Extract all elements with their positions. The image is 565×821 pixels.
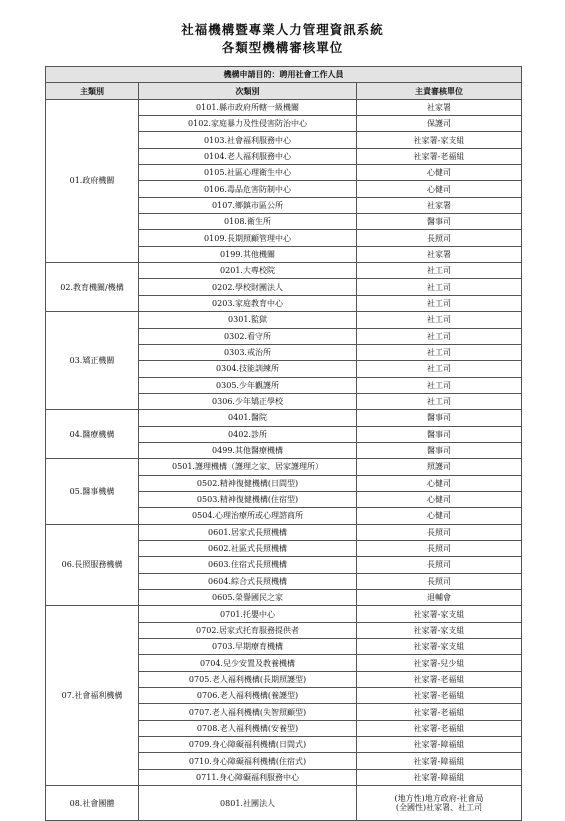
table-row bbox=[46, 786, 522, 821]
sub-category-cell: 0302.看守所 bbox=[139, 328, 357, 344]
review-unit-cell: 社家署-家支組 bbox=[357, 132, 522, 148]
review-unit-cell: 社家署-老福組 bbox=[357, 688, 522, 704]
main-category-cell: 04.醫療機構 bbox=[46, 410, 139, 459]
review-unit-cell: 長照司 bbox=[357, 540, 522, 556]
table-row bbox=[46, 524, 522, 540]
sub-category-cell: 0201.大專校院 bbox=[139, 263, 357, 279]
sub-category-cell: 0103.社會福利服務中心 bbox=[139, 132, 357, 148]
review-unit-cell: 心健司 bbox=[357, 508, 522, 524]
sub-category-cell: 0602.社區式長照機構 bbox=[139, 540, 357, 556]
review-unit-cell: 社家署-家支組 bbox=[357, 622, 522, 638]
review-unit-cell: 社工司 bbox=[357, 263, 522, 279]
review-unit-cell: 社家署-老福組 bbox=[357, 704, 522, 720]
document-title: 社福機構暨專業人力管理資訊系統 bbox=[181, 22, 384, 37]
header-sub-category: 次類別 bbox=[139, 83, 357, 99]
sub-category-cell: 0504.心理治療所或心理諮商所 bbox=[139, 508, 357, 524]
sub-category-cell: 0711.身心障礙福利服務中心 bbox=[139, 769, 357, 785]
sub-category-cell: 0704.兒少安置及教養機構 bbox=[139, 655, 357, 671]
header-row bbox=[46, 83, 522, 99]
review-unit-cell: 社家署-兒少組 bbox=[357, 655, 522, 671]
review-unit-cell: 社工司 bbox=[357, 361, 522, 377]
review-unit-cell: 社工司 bbox=[357, 312, 522, 328]
review-unit-cell: 社家署 bbox=[357, 99, 522, 115]
sub-category-cell: 0203.家庭教育中心 bbox=[139, 295, 357, 311]
main-category-cell: 08.社會團體 bbox=[46, 786, 139, 821]
review-unit-cell: 心健司 bbox=[357, 165, 522, 181]
header-main-category: 主類別 bbox=[46, 83, 139, 99]
sub-category-cell: 0107.鄉鎮市區公所 bbox=[139, 197, 357, 213]
review-unit-cell: 心健司 bbox=[357, 181, 522, 197]
review-unit-cell: 長照司 bbox=[357, 573, 522, 589]
review-unit-cell: 社家署 bbox=[357, 197, 522, 213]
sub-category-cell: 0401.醫院 bbox=[139, 410, 357, 426]
review-unit-cell: 社工司 bbox=[357, 328, 522, 344]
purpose-row bbox=[46, 67, 522, 83]
sub-category-cell: 0601.居家式長照機構 bbox=[139, 524, 357, 540]
sub-category-cell: 0104.老人福利服務中心 bbox=[139, 148, 357, 164]
sub-category-cell: 0801.社團法人 bbox=[139, 786, 357, 821]
review-unit-cell: 退輔會 bbox=[357, 590, 522, 606]
sub-category-cell: 0708.老人福利機構(安養型) bbox=[139, 720, 357, 736]
sub-category-cell: 0707.老人福利機構(失智照顧型) bbox=[139, 704, 357, 720]
sub-category-cell: 0402.診所 bbox=[139, 426, 357, 442]
review-unit-cell: 社家署 bbox=[357, 246, 522, 262]
sub-category-cell: 0202.學校財團法人 bbox=[139, 279, 357, 295]
sub-category-cell: 0305.少年觀護所 bbox=[139, 377, 357, 393]
sub-category-cell: 0105.社區心理衛生中心 bbox=[139, 165, 357, 181]
review-unit-cell: 長照司 bbox=[357, 557, 522, 573]
sub-category-cell: 0199.其他機關 bbox=[139, 246, 357, 262]
review-unit-cell: 社家署-家支組 bbox=[357, 639, 522, 655]
header-review-unit: 主責審核單位 bbox=[357, 83, 522, 99]
sub-category-cell: 0605.榮譽國民之家 bbox=[139, 590, 357, 606]
table-row bbox=[46, 312, 522, 328]
table-row bbox=[46, 99, 522, 115]
review-unit-table bbox=[45, 66, 522, 821]
main-category-cell: 05.醫事機構 bbox=[46, 459, 139, 524]
document-subtitle: 各類型機構審核單位 bbox=[221, 40, 344, 55]
sub-category-cell: 0604.綜合式長照機構 bbox=[139, 573, 357, 589]
sub-category-cell: 0106.毒品危害防制中心 bbox=[139, 181, 357, 197]
table-row bbox=[46, 606, 522, 622]
sub-category-cell: 0710.身心障礙福利機構(住宿式) bbox=[139, 753, 357, 769]
sub-category-cell: 0705.老人福利機構(長期照護型) bbox=[139, 671, 357, 687]
sub-category-cell: 0709.身心障礙福利機構(日間式) bbox=[139, 737, 357, 753]
review-unit-cell: 社家署-家支組 bbox=[357, 606, 522, 622]
review-unit-cell: 社工司 bbox=[357, 344, 522, 360]
sub-category-cell: 0102.家庭暴力及性侵害防治中心 bbox=[139, 116, 357, 132]
review-unit-cell: 醫事司 bbox=[357, 426, 522, 442]
review-unit-cell: 社家署-老福組 bbox=[357, 720, 522, 736]
sub-category-cell: 0502.精神復健機構(日間型) bbox=[139, 475, 357, 491]
sub-category-cell: 0706.老人福利機構(養護型) bbox=[139, 688, 357, 704]
table-row bbox=[46, 459, 522, 475]
review-unit-cell: 社工司 bbox=[357, 295, 522, 311]
sub-category-cell: 0303.戒治所 bbox=[139, 344, 357, 360]
review-unit-cell: 長照司 bbox=[357, 524, 522, 540]
review-unit-cell: 社工司 bbox=[357, 377, 522, 393]
main-category-cell: 03.矯正機關 bbox=[46, 312, 139, 410]
purpose-cell: 機構申請目的：聘用社會工作人員 bbox=[46, 67, 522, 83]
sub-category-cell: 0101.縣市政府所轄一級機關 bbox=[139, 99, 357, 115]
table-row bbox=[46, 410, 522, 426]
main-category-cell: 01.政府機關 bbox=[46, 99, 139, 262]
main-category-cell: 02.教育機關/機構 bbox=[46, 263, 139, 312]
sub-category-cell: 0501.護理機構（護理之家、居家護理所） bbox=[139, 459, 357, 475]
review-unit-cell: 社家署-障福組 bbox=[357, 769, 522, 785]
sub-category-cell: 0701.托嬰中心 bbox=[139, 606, 357, 622]
review-unit-cell: 社工司 bbox=[357, 279, 522, 295]
table-row bbox=[46, 263, 522, 279]
review-unit-cell: 社家署-老福組 bbox=[357, 148, 522, 164]
review-unit-cell: 長照司 bbox=[357, 230, 522, 246]
sub-category-cell: 0301.監獄 bbox=[139, 312, 357, 328]
sub-category-cell: 0499.其他醫療機構 bbox=[139, 442, 357, 458]
review-unit-cell: 心健司 bbox=[357, 491, 522, 507]
review-unit-cell: 社家署-老福組 bbox=[357, 671, 522, 687]
review-unit-cell: (地方性)地方政府-社會局 (全國性)社家署、社工司 bbox=[357, 786, 522, 821]
sub-category-cell: 0603.住宿式長照機構 bbox=[139, 557, 357, 573]
sub-category-cell: 0503.精神復健機構(住宿型) bbox=[139, 491, 357, 507]
review-unit-cell: 醫事司 bbox=[357, 214, 522, 230]
review-unit-cell: 心健司 bbox=[357, 475, 522, 491]
review-unit-cell: 社工司 bbox=[357, 393, 522, 409]
sub-category-cell: 0702.居家式托育服務提供者 bbox=[139, 622, 357, 638]
review-unit-cell: 醫事司 bbox=[357, 410, 522, 426]
sub-category-cell: 0109.長期照顧管理中心 bbox=[139, 230, 357, 246]
review-unit-cell: 保護司 bbox=[357, 116, 522, 132]
review-unit-cell: 社家署-障福組 bbox=[357, 737, 522, 753]
main-category-cell: 06.長照服務機構 bbox=[46, 524, 139, 606]
main-category-cell: 07.社會福利機構 bbox=[46, 606, 139, 786]
review-unit-cell: 社家署-障福組 bbox=[357, 753, 522, 769]
sub-category-cell: 0306.少年矯正學校 bbox=[139, 393, 357, 409]
review-unit-cell: 照護司 bbox=[357, 459, 522, 475]
sub-category-cell: 0108.衛生所 bbox=[139, 214, 357, 230]
review-unit-cell: 醫事司 bbox=[357, 442, 522, 458]
sub-category-cell: 0703.早期療育機構 bbox=[139, 639, 357, 655]
sub-category-cell: 0304.技能訓練所 bbox=[139, 361, 357, 377]
